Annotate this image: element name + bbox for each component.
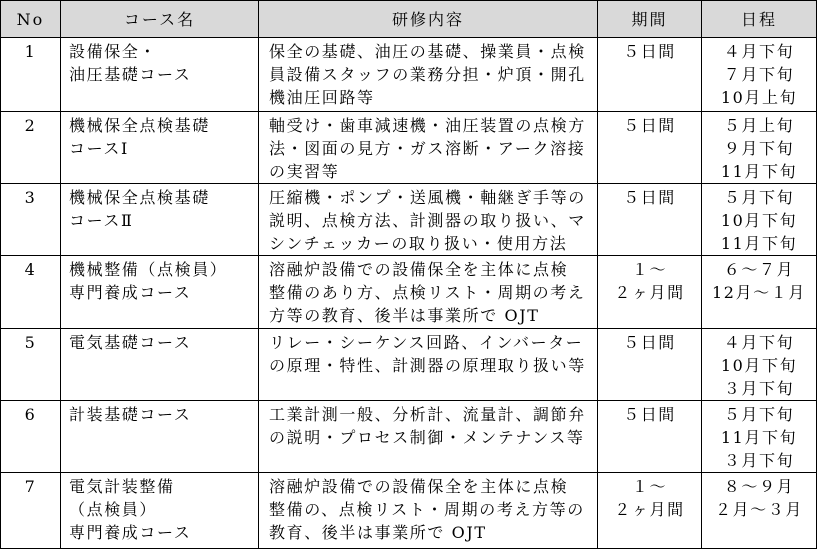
content-line: 機油圧回路等 <box>269 88 375 107</box>
table-row <box>1 112 817 184</box>
course-line: 機械整備（点検員） <box>69 260 228 279</box>
schedule-line: ８～９月 <box>723 477 795 496</box>
period-line: ２ヶ月間 <box>614 283 685 302</box>
header-row <box>1 1 817 38</box>
schedule-line: ３月下旬 <box>723 379 795 398</box>
cell-schedule <box>702 112 817 184</box>
cell-content <box>259 401 598 473</box>
row-number: 2 <box>24 116 37 135</box>
schedule-line: ９月下旬 <box>723 139 795 158</box>
cell-period <box>598 473 702 549</box>
row-number: 4 <box>24 260 37 279</box>
cell-no <box>1 184 61 256</box>
course-line: （点検員） <box>69 500 158 519</box>
period-line: １～ <box>631 260 668 279</box>
row-number: 3 <box>24 188 37 207</box>
course-line: 電気基礎コース <box>69 333 192 352</box>
schedule-line: 12月～１月 <box>712 283 806 302</box>
course-line: 専門養成コース <box>69 523 192 542</box>
header-content: 研修内容 <box>259 1 598 38</box>
course-line: 専門養成コース <box>69 283 192 302</box>
content-line: 軸受け・歯車減速機・油圧装置の点検方 <box>269 116 586 135</box>
row-number: 7 <box>24 477 37 496</box>
schedule-line: ７月下旬 <box>723 65 795 84</box>
cell-content <box>259 256 598 329</box>
schedule-line: ２月～３月 <box>714 500 803 519</box>
cell-period <box>598 112 702 184</box>
schedule-line: ５月下旬 <box>723 405 795 424</box>
cell-course <box>61 184 259 256</box>
content-line: の原理・特性、計測器の原理取り扱い等 <box>269 356 586 375</box>
cell-content <box>259 38 598 112</box>
period-line: ５日間 <box>623 188 676 207</box>
cell-content <box>259 184 598 256</box>
content-line: の説明・プロセス制御・メンテナンス等 <box>269 428 585 447</box>
content-line: 説明、点検方法、計測器の取り扱い、マ <box>269 211 586 230</box>
cell-no <box>1 256 61 329</box>
cell-course <box>61 112 259 184</box>
course-line: 機械保全点検基礎 <box>69 116 210 135</box>
cell-schedule <box>702 184 817 256</box>
row-number: 1 <box>24 42 37 61</box>
cell-no <box>1 112 61 184</box>
cell-content <box>259 112 598 184</box>
schedule-line: ３月下旬 <box>723 451 795 470</box>
cell-schedule <box>702 401 817 473</box>
schedule-line: ５月上旬 <box>723 116 795 135</box>
content-line: 整備のあり方、点検リスト・周期の考え <box>269 283 586 302</box>
cell-course <box>61 329 259 401</box>
header-schedule: 日程 <box>702 1 817 38</box>
schedule-line: 10月上旬 <box>720 88 798 107</box>
period-line: ５日間 <box>623 116 676 135</box>
cell-course <box>61 401 259 473</box>
row-number: 5 <box>24 333 37 352</box>
cell-no <box>1 473 61 549</box>
schedule-line: ５月下旬 <box>723 188 795 207</box>
header-no: No <box>1 1 61 38</box>
cell-schedule <box>702 256 817 329</box>
schedule-line: 11月下旬 <box>720 162 798 181</box>
cell-period <box>598 184 702 256</box>
cell-period <box>598 256 702 329</box>
table-row <box>1 401 817 473</box>
content-line: リレー・シーケンス回路、インバーター <box>269 333 584 352</box>
cell-period <box>598 401 702 473</box>
table-row <box>1 256 817 329</box>
schedule-line: 11月下旬 <box>720 234 798 253</box>
table-row <box>1 38 817 112</box>
period-line: ５日間 <box>623 405 676 424</box>
course-line: 設備保全・ <box>69 42 158 61</box>
cell-period <box>598 38 702 112</box>
schedule-line: 10月下旬 <box>720 356 798 375</box>
period-line: ２ヶ月間 <box>614 500 685 519</box>
schedule-line: ６～７月 <box>723 260 795 279</box>
row-number: 6 <box>24 405 37 424</box>
course-line: 電気計装整備 <box>69 477 175 496</box>
content-line: 法・図面の見方・ガス溶断・アーク溶接 <box>269 139 586 158</box>
cell-period <box>598 329 702 401</box>
cell-schedule <box>702 473 817 549</box>
content-line: 圧縮機・ポンプ・送風機・軸継ぎ手等の <box>269 188 586 207</box>
header-course: コース名 <box>61 1 259 38</box>
content-line: 工業計測一般、分析計、流量計、調節弁 <box>269 405 586 424</box>
schedule-line: 10月下旬 <box>720 211 798 230</box>
cell-schedule <box>702 329 817 401</box>
cell-no <box>1 329 61 401</box>
content-line: 溶融炉設備での設備保全を主体に点検 <box>269 260 569 279</box>
content-line: シンチェッカーの取り扱い・使用方法 <box>269 234 568 253</box>
table-row <box>1 329 817 401</box>
cell-no <box>1 38 61 112</box>
content-line: 教育、後半は事業所で OJT <box>269 523 487 542</box>
schedule-line: ４月下旬 <box>723 42 795 61</box>
cell-content <box>259 329 598 401</box>
cell-content <box>259 473 598 549</box>
course-line: 油圧基礎コース <box>69 65 192 84</box>
cell-course <box>61 38 259 112</box>
cell-course <box>61 256 259 329</box>
course-line: コースⅠ <box>69 139 129 158</box>
cell-schedule <box>702 38 817 112</box>
table-row <box>1 473 817 549</box>
content-line: 方等の教育、後半は事業所で OJT <box>269 306 540 325</box>
period-line: １～ <box>631 477 668 496</box>
schedule-line: ４月下旬 <box>723 333 795 352</box>
content-line: 整備の、点検リスト・周期の考え方等の <box>269 500 585 519</box>
course-line: 計装基礎コース <box>69 405 192 424</box>
cell-no <box>1 401 61 473</box>
course-line: 機械保全点検基礎 <box>69 188 210 207</box>
table-row <box>1 184 817 256</box>
content-line: 員設備スタッフの業務分担・炉頂・開孔 <box>269 65 586 84</box>
schedule-line: 11月下旬 <box>720 428 798 447</box>
content-line: 保全の基礎、油圧の基礎、操業員・点検 <box>269 42 586 61</box>
course-line: コースⅡ <box>69 211 134 230</box>
content-line: の実習等 <box>269 162 340 181</box>
period-line: ５日間 <box>623 42 676 61</box>
content-line: 溶融炉設備での設備保全を主体に点検 <box>269 477 569 496</box>
header-period: 期間 <box>598 1 702 38</box>
cell-course <box>61 473 259 549</box>
period-line: ５日間 <box>623 333 676 352</box>
